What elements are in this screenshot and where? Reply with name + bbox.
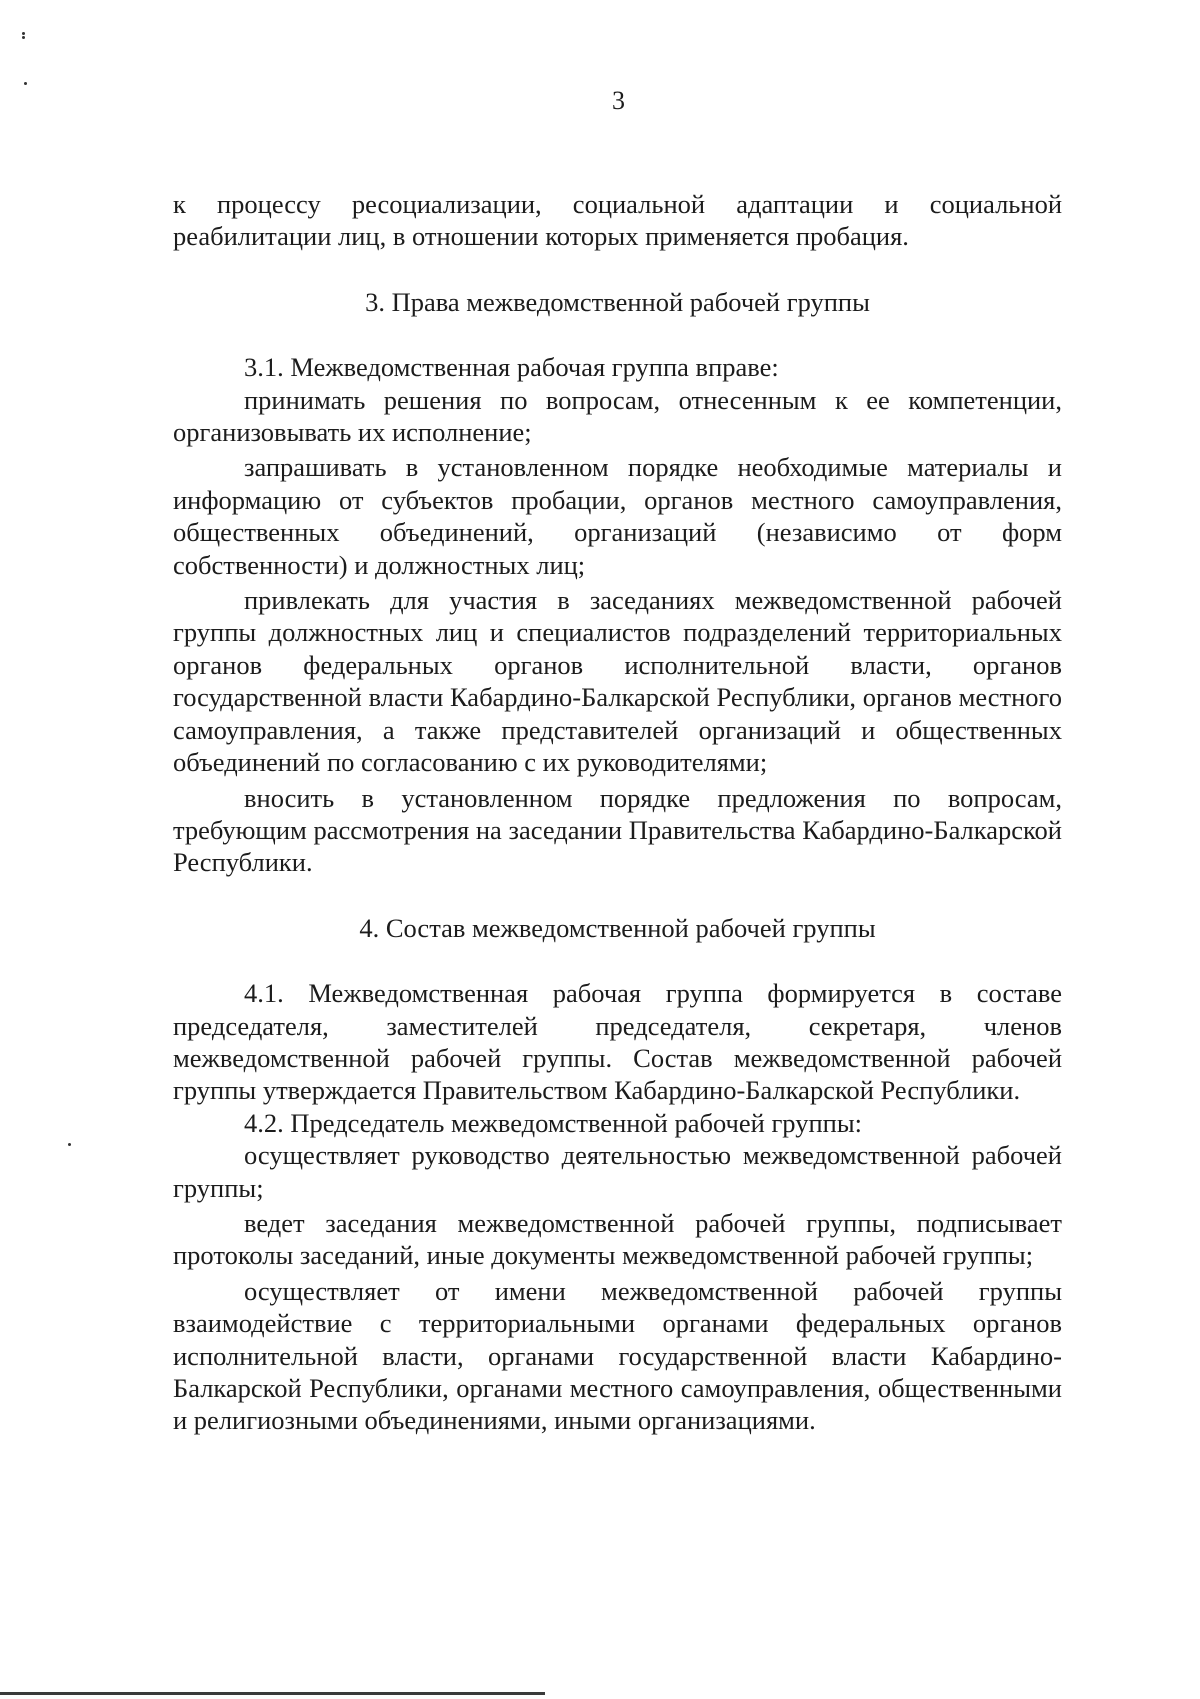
section-3-paragraph: запрашивать в установленном порядке необходимые материалы и информацию от субъектов пробации, органов местного самоуправления, общественных объединений, организаций (независимо от форм собственности) и должностных лиц; xyxy=(173,452,1062,580)
section-3-1-paragraph: 3.1. Межведомственная рабочая группа вправе: xyxy=(244,352,779,383)
section-4-1-paragraph: 4.1. Межведомственная рабочая группа формируется в составе председателя, заместителей председателя, секретаря, членов межведомственной рабочей группы. Состав межведомственной рабочей группы утверждается Правительством Кабардино-Балкарской Республики. xyxy=(173,978,1062,1106)
section-4-heading: 4. Состав межведомственной рабочей группы xyxy=(359,912,876,943)
section-4-paragraph: ведет заседания межведомственной рабочей группы, подписывает протоколы заседаний, иные документы межведомственной рабочей группы; xyxy=(173,1207,1062,1271)
section-3-paragraph: привлекать для участия в заседаниях межведомственной рабочей группы должностных лиц и специалистов подразделений территориальных органов федеральных органов исполнительной власти, органов государственной власти Кабардино-Балкарской Республики, органов местного самоуправления, а также представителей организаций и общественных объединений по согласованию с их руководителями; xyxy=(173,585,1062,778)
intro-paragraph: к процессу ресоциализации, социальной адаптации и социальной реабилитации лиц, в отношении которых применяется пробация. xyxy=(173,189,1062,252)
document-body xyxy=(173,188,1062,1437)
page-number: 3 xyxy=(612,86,625,115)
scan-artifact-dot xyxy=(68,1143,71,1146)
scan-artifact-dot xyxy=(24,82,27,85)
section-3-heading: 3. Права межведомственной рабочей группы xyxy=(365,286,870,317)
scan-artifact-dot xyxy=(22,32,25,35)
scan-artifact-dot xyxy=(22,36,25,39)
section-4-paragraph: осуществляет руководство деятельностью межведомственной рабочей группы; xyxy=(173,1140,1062,1203)
section-3-paragraph: принимать решения по вопросам, отнесенным к ее компетенции, организовывать их исполнение; xyxy=(173,384,1062,448)
section-4-2-paragraph: 4.2. Председатель межведомственной рабочей группы: xyxy=(244,1107,862,1138)
section-3-paragraph: вносить в установленном порядке предложения по вопросам, требующим рассмотрения на заседании Правительства Кабардино-Балкарской Республики. xyxy=(173,782,1062,878)
section-4-paragraph: осуществляет от имени межведомственной рабочей группы взаимодействие с территориальными органами федеральных органов исполнительной власти, органами государственной власти Кабардино-Балкарской Республики, органами местного самоуправления, общественными и религиозными объединениями, иными организациями. xyxy=(173,1275,1062,1436)
scan-edge-line xyxy=(0,1692,545,1695)
